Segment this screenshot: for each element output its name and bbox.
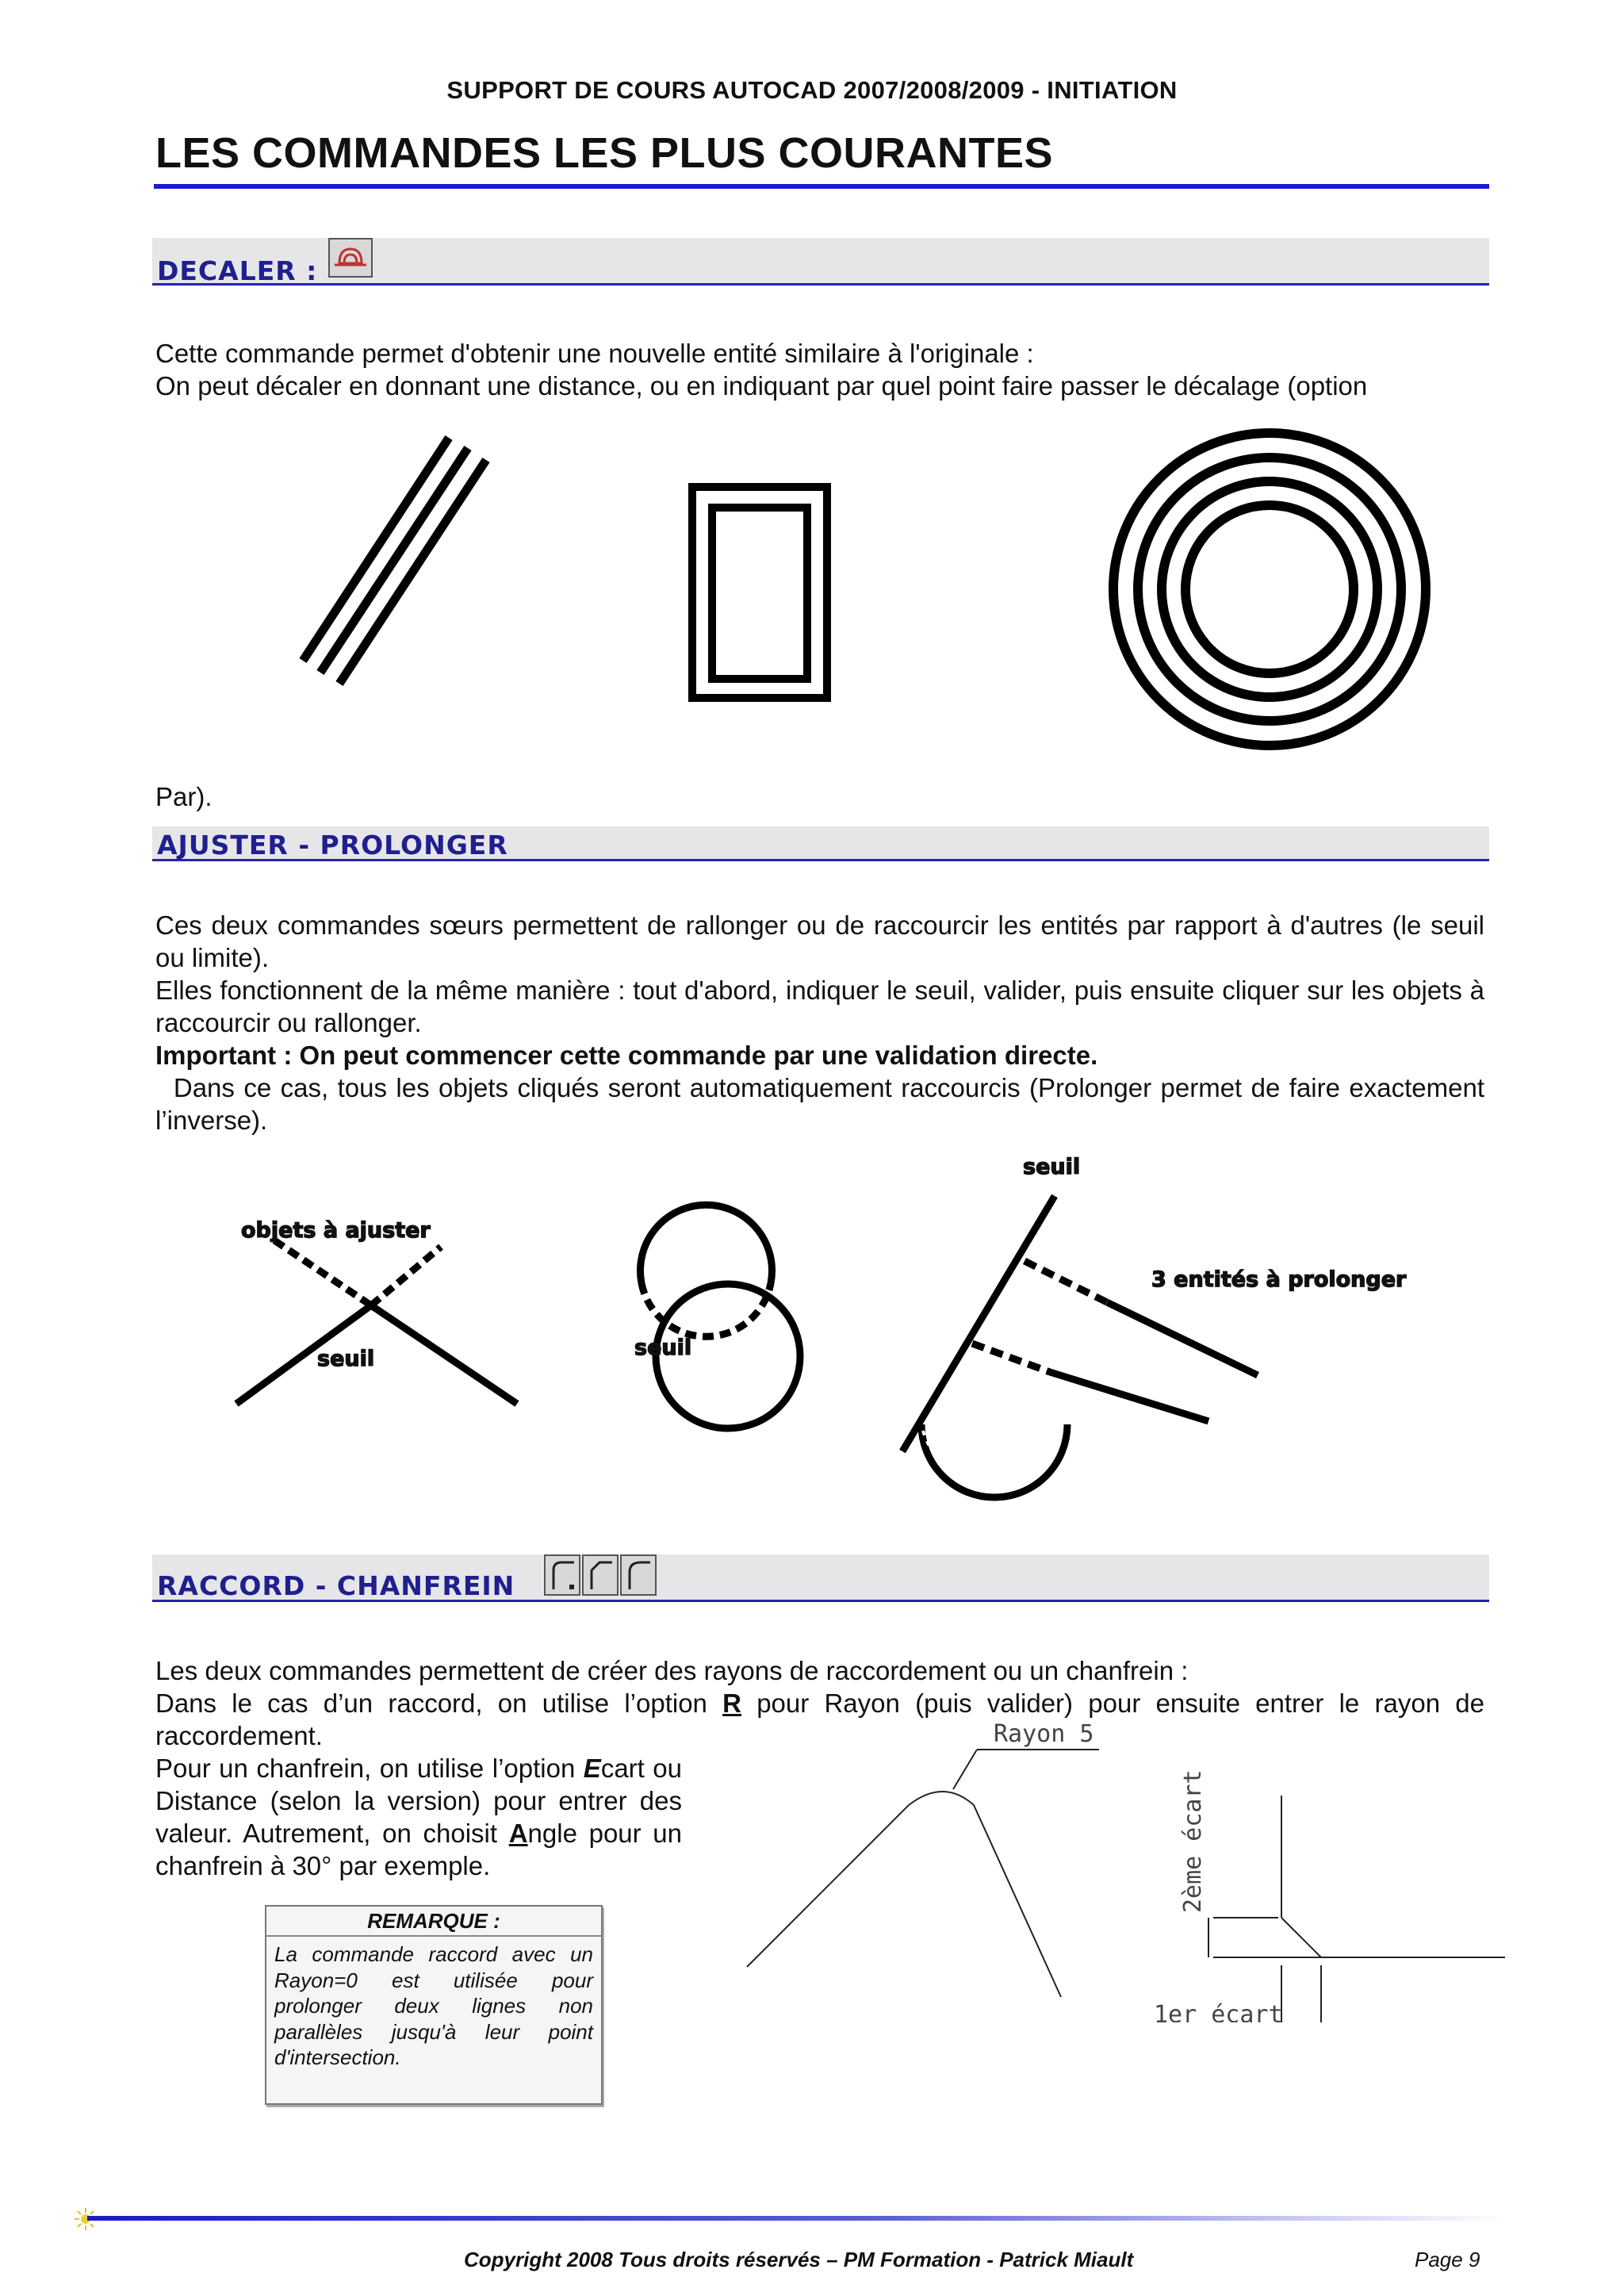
label-seuil-3: seuil: [1023, 1155, 1081, 1179]
fillet-chamfer-toolbar: [544, 1554, 657, 1596]
section-title-raccord: RACCORD - CHANFREIN: [157, 1570, 515, 1601]
trim-extend-illustration: [0, 1142, 1624, 1507]
rayon-label: Rayon 5: [994, 1720, 1094, 1748]
ajuster-paragraph-2: Elles fonctionnent de la même manière : tout d'abord, indiquer le seuil, valider, puis ensuite cliquer sur les objets à raccourcir ou rallonger.: [155, 976, 1484, 1037]
ecart1-label: 1er écart: [1154, 2001, 1283, 2022]
page-title: LES COMMANDES LES PLUS COURANTES: [155, 129, 1054, 177]
trim-circles: [641, 1205, 801, 1428]
decaler-line-2: On peut décaler en donnant une distance, ou en indiquant par quel point faire passer le décalage (option: [155, 371, 1368, 401]
footer-rule: [87, 2216, 1507, 2221]
page-number: Page 9: [1415, 2248, 1480, 2271]
section-title-decaler: DECALER :: [157, 255, 318, 286]
footer-copyright: Copyright 2008 Tous droits réservés – PM Formation - Patrick Miault: [464, 2248, 1134, 2271]
label-seuil-1: seuil: [317, 1347, 375, 1371]
raccord-paragraph-1: Les deux commandes permettent de créer des rayons de raccordement ou un chanfrein :: [155, 1656, 1189, 1685]
ajuster-paragraph-3: Dans ce cas, tous les objets cliqués seront automatiquement raccourcis (Prolonger permet de faire exactement l’inverse).: [155, 1073, 1492, 1135]
chamfer-icon[interactable]: [582, 1554, 619, 1596]
decaler-line-1: Cette commande permet d'obtenir une nouvelle entité similaire à l'originale :: [155, 339, 1034, 368]
ajuster-important: Important : On peut commencer cette commande par une validation directe.: [155, 1041, 1098, 1070]
decaler-tail: Par).: [155, 782, 213, 811]
extend-shapes: [902, 1196, 1258, 1497]
offset-parallel-lines: [303, 438, 486, 684]
raccord-p3-start: Pour un chanfrein, on utilise l’option: [155, 1754, 584, 1783]
raccord-p2-start: Dans le cas d’un raccord, on utilise l’option: [155, 1688, 723, 1718]
offset-rectangles: [692, 487, 827, 698]
ajuster-paragraph-1: Ces deux commandes sœurs permettent de rallonger ou de raccourcir les entités par rapport à d'autres (le seuil ou limite).: [155, 910, 1484, 972]
raccord-p3-end: ngle pour un chanfrein à 30° par exemple.: [155, 1819, 683, 1880]
fillet-variant-icon[interactable]: [620, 1554, 657, 1596]
fillet-icon[interactable]: [544, 1554, 580, 1596]
document-header: SUPPORT DE COURS AUTOCAD 2007/2008/2009 - INITIATION: [446, 76, 1178, 104]
fillet-chamfer-illustration: [0, 1705, 1624, 2022]
option-a-key: A: [508, 1819, 528, 1848]
ajuster-text: [155, 909, 1492, 1137]
label-seuil-2: seuil: [634, 1336, 692, 1360]
trim-x-shape: [236, 1240, 517, 1404]
offset-illustration: [0, 0, 1624, 793]
option-e-key: E: [583, 1754, 601, 1783]
ecart2-label: 2ème écart: [1179, 1769, 1207, 1913]
label-entites-prolonger: 3 entités à prolonger: [1151, 1267, 1407, 1292]
remark-text: La commande raccord avec un Rayon=0 est utilisée pour prolonger deux lignes non parallèles jusqu'à leur point d'intersection.: [274, 1942, 593, 2069]
option-r-key: R: [722, 1688, 741, 1718]
fillet-diagram: [747, 1750, 1099, 1997]
section-title-ajuster: AJUSTER - PROLONGER: [157, 830, 508, 861]
remark-title: REMARQUE :: [266, 1907, 601, 1937]
offset-circles: [1113, 433, 1426, 746]
raccord-p2-end: pour Rayon (puis valider) pour ensuite entrer le rayon de raccordement.: [155, 1688, 1484, 1750]
label-objets-ajuster: objets à ajuster: [241, 1218, 431, 1243]
raccord-p3-mid: cart ou Distance (selon la version) pour entrer des valeur. Autrement, on choisit: [155, 1754, 682, 1848]
